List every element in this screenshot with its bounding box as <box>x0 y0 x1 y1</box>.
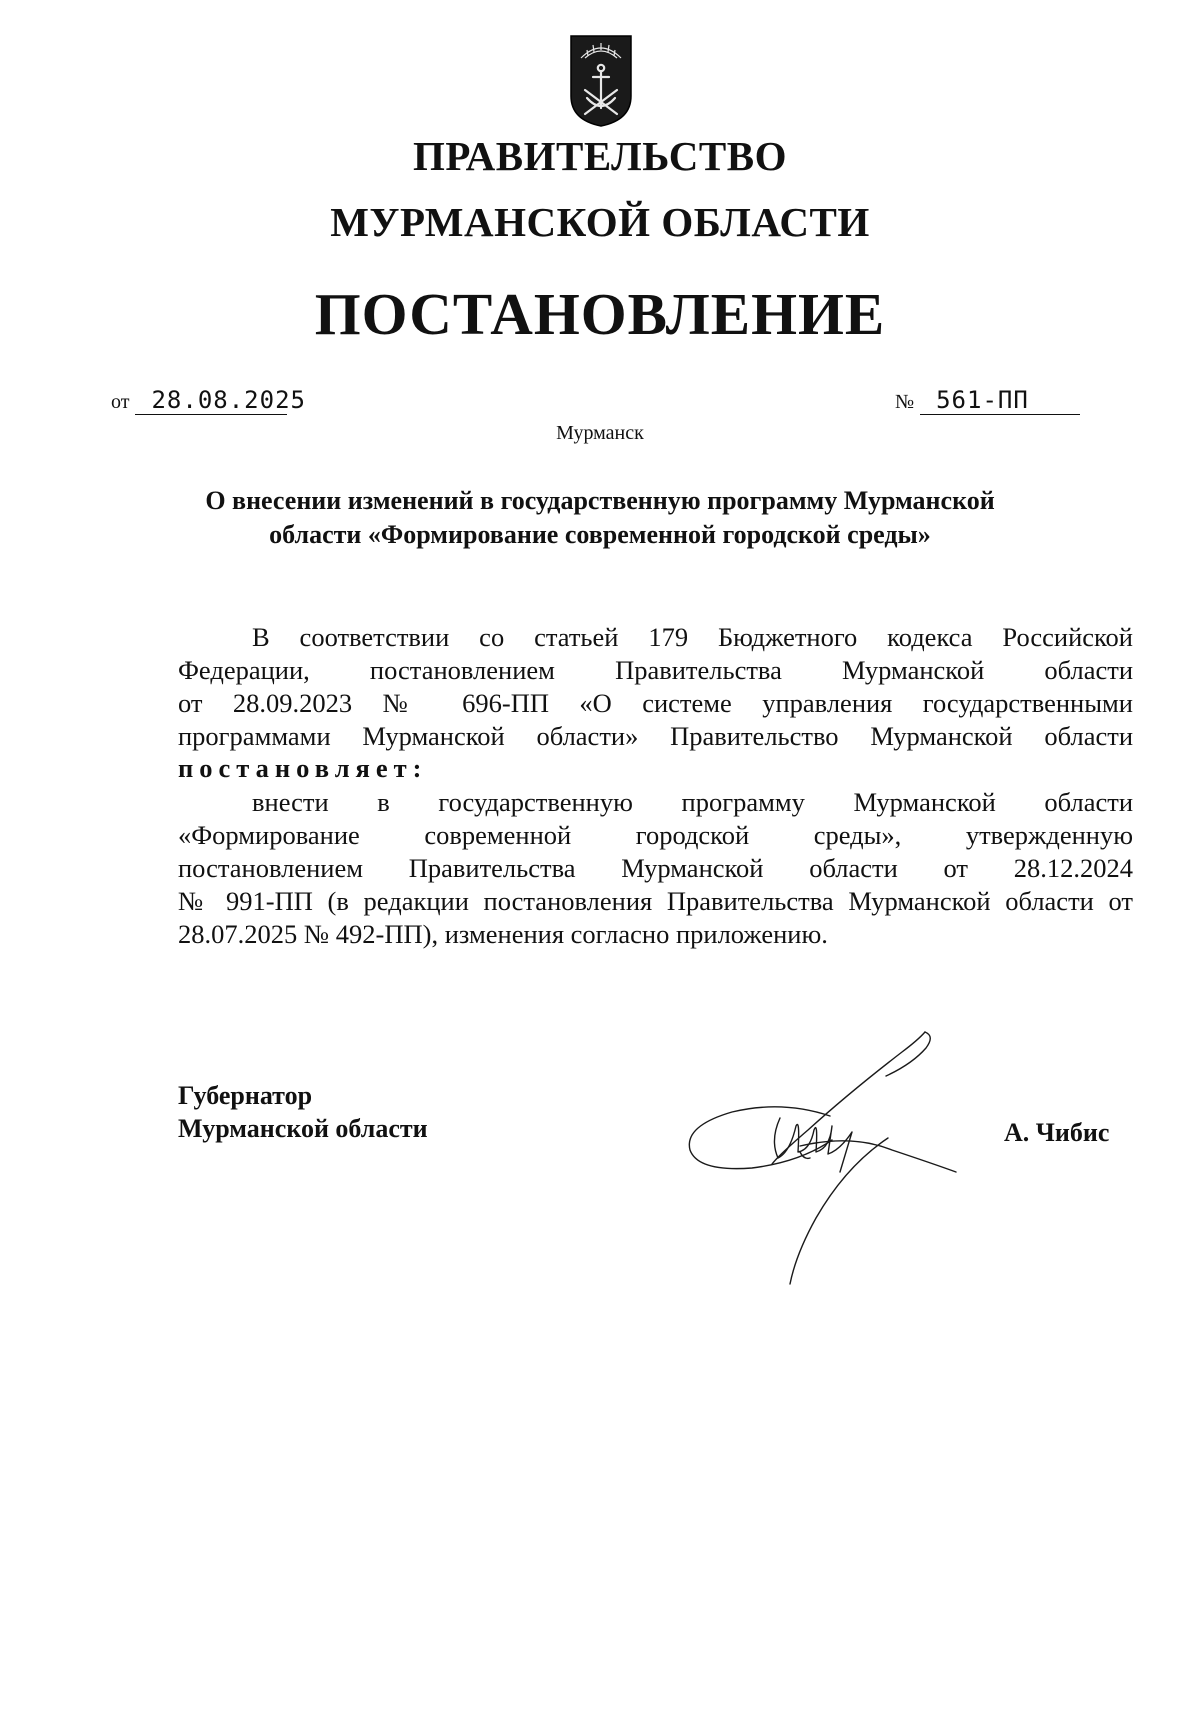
number-row <box>895 386 1080 415</box>
body-paragraph-2-line: внести в государственную программу Мурманской области <box>252 787 1133 817</box>
document-number: 561-ПП <box>920 386 1080 415</box>
handwritten-signature <box>680 1022 980 1302</box>
signatory-name: А. Чибис <box>1004 1118 1110 1147</box>
decree-word-line <box>178 752 1133 785</box>
date-row <box>111 386 306 415</box>
body-paragraph-2-line: 28.07.2025 № 492-ПП), изменения согласно приложению. <box>178 919 828 949</box>
signatory-position-line-1: Губернатор <box>178 1081 313 1110</box>
decree-word: постановляет: <box>178 753 428 783</box>
org-name-line-2: МУРМАНСКОЙ ОБЛАСТИ <box>330 199 870 245</box>
murmansk-coat-of-arms-icon <box>567 32 635 128</box>
number-prefix: № <box>895 391 915 413</box>
document-title-line-2: области «Формирование современной городской среды» <box>269 520 931 549</box>
city-name: Мурманск <box>556 422 644 444</box>
body-paragraph-2-line: постановлением Правительства Мурманской области от 28.12.2024 <box>178 853 1133 883</box>
document-date: 28.08.2025 <box>135 386 287 415</box>
org-name-line-1: ПРАВИТЕЛЬСТВО <box>412 133 788 179</box>
document-type: ПОСТАНОВЛЕНИЕ <box>314 281 886 347</box>
signatory-position-line-2: Мурманской области <box>178 1114 428 1143</box>
body-paragraph-1-line: от 28.09.2023 № 696-ПП «О системе управления государственными <box>178 688 1133 718</box>
body-paragraph-2-line: «Формирование современной городской среды», утвержденную <box>178 820 1133 850</box>
date-prefix: от <box>111 391 130 413</box>
body-paragraph-1-line: Федерации, постановлением Правительства Мурманской области <box>178 655 1133 685</box>
document-title-line-1: О внесении изменений в государственную программу Мурманской <box>205 486 995 515</box>
body-paragraph-2-line: № 991-ПП (в редакции постановления Правительства Мурманской области от <box>178 886 1133 916</box>
body-paragraph-1-line: программами Мурманской области» Правительство Мурманской области <box>178 721 1133 751</box>
body-paragraph-1-line: В соответствии со статьей 179 Бюджетного кодекса Российской <box>252 622 1133 652</box>
